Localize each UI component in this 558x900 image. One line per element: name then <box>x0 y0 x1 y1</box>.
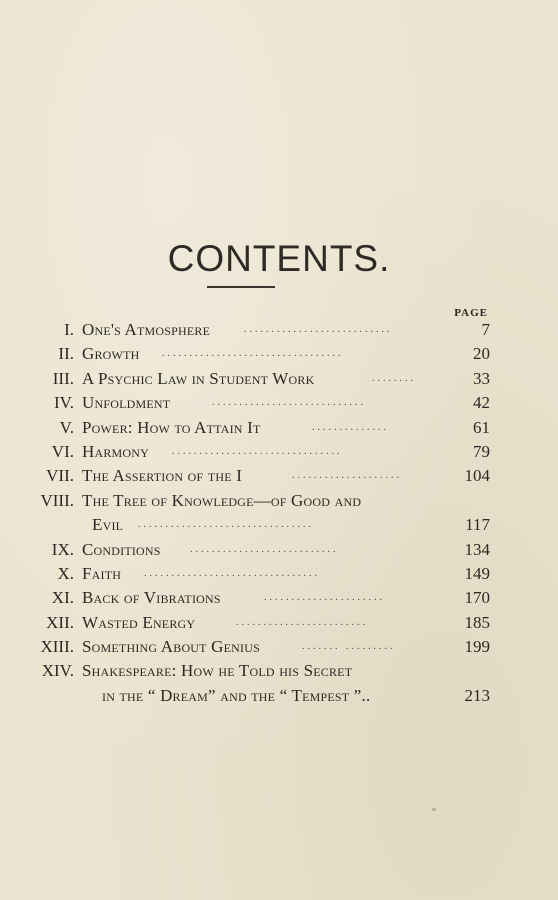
toc-entry <box>40 391 490 415</box>
page-number: 134 <box>464 539 490 559</box>
toc-entry <box>40 489 490 513</box>
toc-entry <box>40 538 490 562</box>
leader-dots: ........................ <box>236 616 368 628</box>
toc-entry <box>40 440 490 464</box>
chapter-title: Unfoldment <box>82 393 171 413</box>
page-title: CONTENTS. <box>167 238 391 279</box>
chapter-number: XI. <box>51 588 74 608</box>
chapter-number: XII. <box>46 612 74 632</box>
page-column-heading: PAGE <box>454 307 488 319</box>
toc-entry <box>40 611 490 635</box>
toc-entry <box>40 562 490 586</box>
chapter-title-continuation: in the “ Dream” and the “ Tempest ”.. <box>102 685 371 705</box>
page-number: 117 <box>465 515 490 535</box>
toc-entry <box>40 416 490 440</box>
toc-entry <box>40 342 490 366</box>
chapter-number: XIV. <box>41 661 74 681</box>
toc-entry <box>40 635 490 659</box>
chapter-number: V. <box>59 417 74 437</box>
page-number: 185 <box>464 612 490 632</box>
leader-dots: ........................... <box>190 543 339 555</box>
page-number: 170 <box>464 588 490 608</box>
chapter-title: Conditions <box>82 539 161 559</box>
leader-dots: ................................. <box>162 348 344 360</box>
page-number: 149 <box>464 563 490 583</box>
page-number: 33 <box>473 368 490 388</box>
toc-entry-continuation <box>40 513 490 537</box>
toc-entry <box>40 586 490 610</box>
page-number: 199 <box>464 637 490 657</box>
chapter-title-continuation: Evil <box>92 515 124 535</box>
chapter-title: A Psychic Law in Student Work <box>82 368 315 388</box>
leader-dots: ............................... <box>172 445 343 457</box>
toc-entry <box>40 464 490 488</box>
paper-speck <box>432 808 436 811</box>
chapter-title: The Assertion of the I <box>82 466 243 486</box>
page-number: 79 <box>473 441 490 461</box>
chapter-title: Wasted Energy <box>82 612 196 632</box>
chapter-number: VI. <box>51 441 74 461</box>
leader-dots: ........................... <box>244 324 393 335</box>
chapter-number: III. <box>52 368 74 388</box>
page-number: 20 <box>473 344 490 364</box>
chapter-number: XIII. <box>40 637 74 657</box>
chapter-number: VIII. <box>40 490 74 510</box>
page-number: 61 <box>473 417 490 437</box>
toc-entry <box>40 367 490 391</box>
chapter-number: IV. <box>54 393 74 413</box>
chapter-title: Faith <box>82 563 122 583</box>
page-number: 7 <box>481 320 490 339</box>
leader-dots: ...................... <box>264 592 385 604</box>
chapter-number: II. <box>58 344 74 364</box>
chapter-number: X. <box>57 563 74 583</box>
page-number: 42 <box>473 393 490 413</box>
leader-dots: ....... ......... <box>302 641 396 653</box>
page-number: 213 <box>464 685 490 705</box>
leader-dots: ........ <box>372 372 416 384</box>
toc-entry <box>40 318 490 342</box>
chapter-title: Power: How to Attain It <box>82 417 261 437</box>
chapter-title: Something About Genius <box>82 637 260 657</box>
table-of-contents <box>40 318 490 708</box>
chapter-title: One's Atmosphere <box>82 320 211 339</box>
chapter-number: I. <box>64 320 74 339</box>
chapter-title: The Tree of Knowledge—of Good and <box>82 490 362 510</box>
chapter-title: Shakespeare: How he Told his Secret <box>82 661 353 681</box>
chapter-title: Back of Vibrations <box>82 588 221 608</box>
title-rule <box>207 286 275 288</box>
chapter-number: IX. <box>51 539 74 559</box>
leader-dots: .................... <box>292 470 402 482</box>
leader-dots: ................................ <box>144 567 320 579</box>
toc-entry-continuation <box>40 684 490 708</box>
leader-dots: ............................ <box>212 397 366 409</box>
leader-dots: ................................ <box>138 519 314 531</box>
leader-dots: .............. <box>312 421 389 433</box>
page-number: 104 <box>464 466 490 486</box>
chapter-number: VII. <box>46 466 74 486</box>
chapter-title: Harmony <box>82 441 150 461</box>
chapter-title: Growth <box>82 344 140 364</box>
toc-entry <box>40 659 490 683</box>
